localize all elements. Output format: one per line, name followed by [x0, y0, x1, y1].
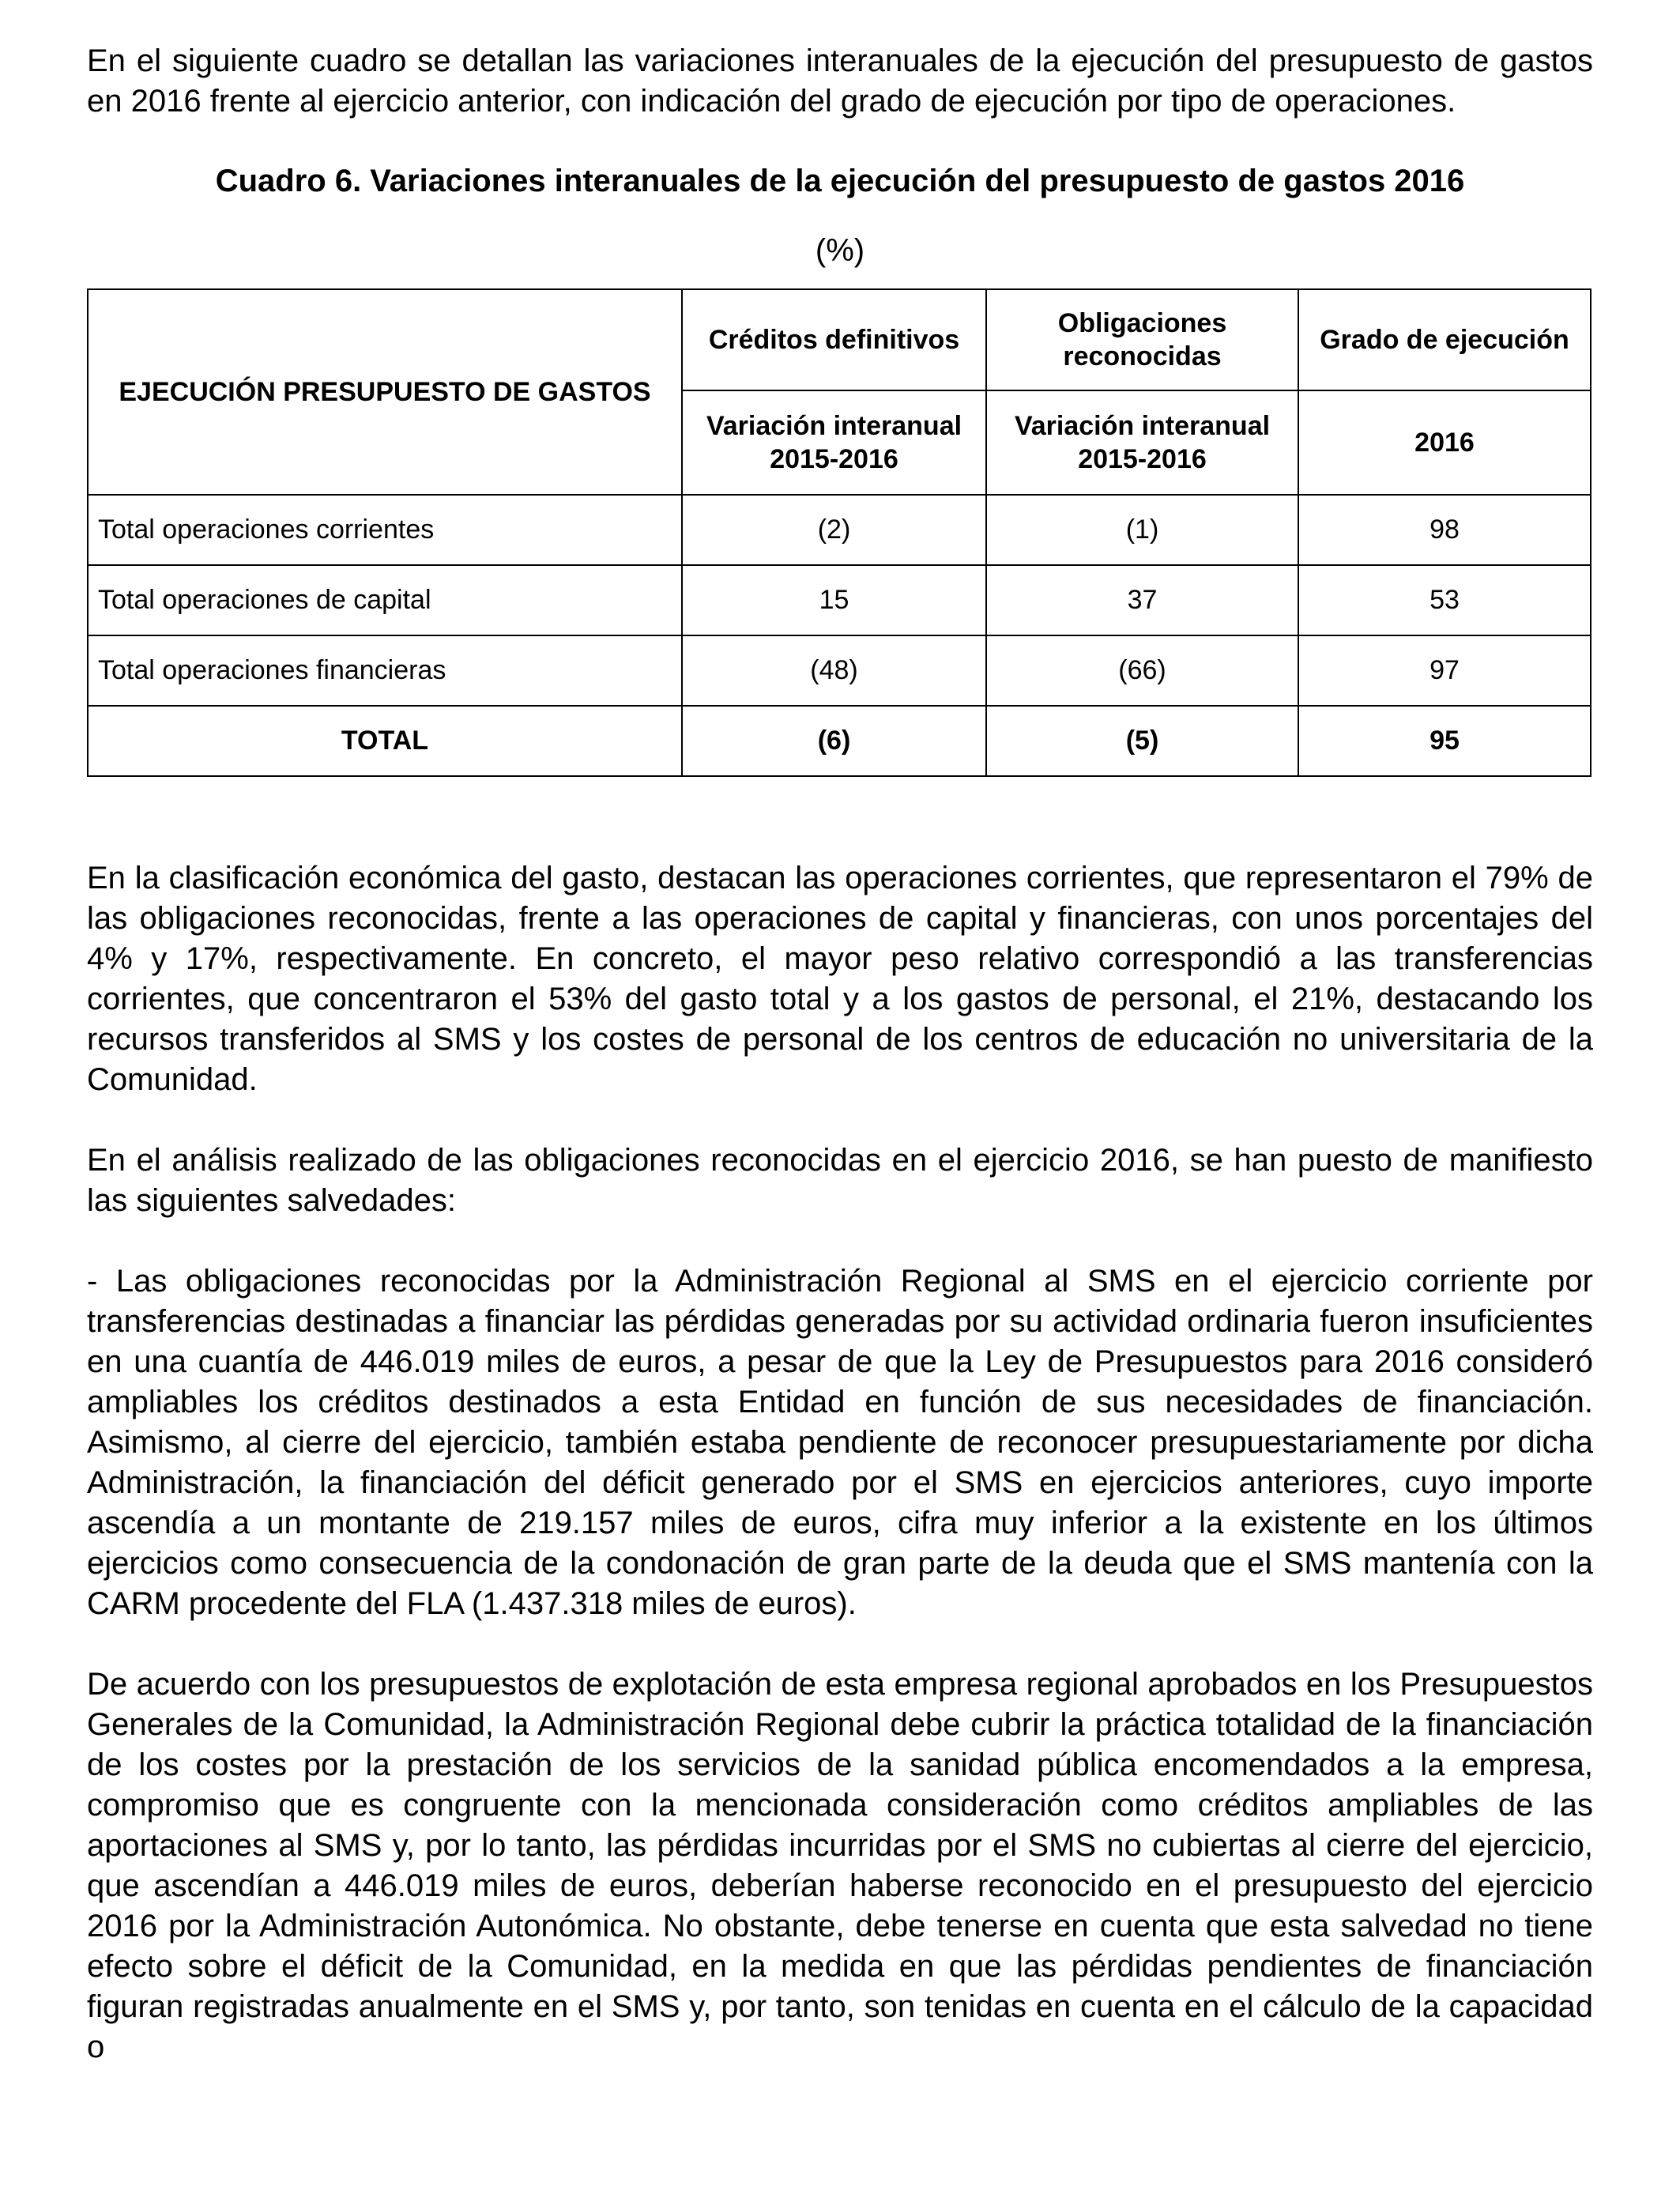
cell-obligaciones: (1)	[986, 495, 1298, 565]
cell-creditos: (48)	[682, 635, 986, 706]
acuerdo-paragraph: De acuerdo con los presupuestos de explotación de esta empresa regional aprobados en los Presupuestos Generales de la Comunidad, la Administración Regional debe cubrir la práctica totalidad de la financiación de los costes por la prestación de los servicios de la sanidad pública encomendados a la empresa, compromiso que es congruente con la mencionada consideración como créditos ampliables de las aportaciones al SMS y, por lo tanto, las pérdidas incurridas por el SMS no cubiertas al cierre del ejercicio, que ascendían a 446.019 miles de euros, deberían haberse reconocido en el presupuesto del ejercicio 2016 por la Administración Autonómica. No obstante, debe tenerse en cuenta que esta salvedad no tiene efecto sobre el déficit de la Comunidad, en la medida en que las pérdidas pendientes de financiación figuran registradas anualmente en el SMS y, por tanto, son tenidas en cuenta en el cálculo de la capacidad o	[87, 1667, 1593, 2064]
total-grado: 95	[1298, 706, 1591, 776]
row-label: Total operaciones financieras	[88, 635, 682, 706]
cell-grado: 97	[1298, 635, 1591, 706]
cell-obligaciones: (66)	[986, 635, 1298, 706]
row-header-cell: EJECUCIÓN PRESUPUESTO DE GASTOS	[88, 289, 682, 495]
total-obligaciones: (5)	[986, 706, 1298, 776]
table-row	[88, 565, 1591, 635]
economic-classification-paragraph: En la clasificación económica del gasto, destacan las operaciones corrientes, que representaron el 79% de las obligaciones reconocidas, frente a las operaciones de capital y financieras, con unos porcentajes del 4% y 17%, respectivamente. En concreto, el mayor peso relativo correspondió a las transferencias corrientes, que concentraron el 53% del gasto total y a los gastos de personal, el 21%, destacando los recursos transferidos al SMS y los costes de personal de los centros de educación no universitaria de la Comunidad.	[87, 861, 1593, 1097]
cell-grado: 98	[1298, 495, 1591, 565]
table-header-row	[88, 289, 1591, 390]
col-header-obligaciones: Obligaciones reconocidas	[986, 289, 1298, 390]
cell-grado: 53	[1298, 565, 1591, 635]
table-unit: (%)	[815, 233, 865, 268]
subheader-grado: 2016	[1298, 390, 1591, 495]
col-header-grado: Grado de ejecución	[1298, 289, 1591, 390]
analysis-paragraph: En el análisis realizado de las obligaciones reconocidas en el ejercicio 2016, se han puesto de manifiesto las siguientes salvedades:	[87, 1143, 1593, 1218]
cell-creditos: 15	[682, 565, 986, 635]
table-row	[88, 495, 1591, 565]
cell-obligaciones: 37	[986, 565, 1298, 635]
salvedad-paragraph: - Las obligaciones reconocidas por la Administración Regional al SMS en el ejercicio corriente por transferencias destinadas a financiar las pérdidas generadas por su actividad ordinaria fueron insuficientes en una cuantía de 446.019 miles de euros, a pesar de que la Ley de Presupuestos para 2016 consideró ampliables los créditos destinados a esta Entidad en función de sus necesidades de financiación. Asimismo, al cierre del ejercicio, también estaba pendiente de reconocer presupuestariamente por dicha Administración, la financiación del déficit generado por el SMS en ejercicios anteriores, cuyo importe ascendía a un montante de 219.157 miles de euros, cifra muy inferior a la existente en los últimos ejercicios como consecuencia de la condonación de gran parte de la deuda que el SMS mantenía con la CARM procedente del FLA (1.437.318 miles de euros).	[87, 1264, 1593, 1621]
table-total-row	[88, 706, 1591, 776]
subheader-creditos: Variación interanual 2015-2016	[682, 390, 986, 495]
table-title: Cuadro 6. Variaciones interanuales de la ejecución del presupuesto de gastos 2016	[215, 164, 1465, 198]
total-label: TOTAL	[88, 706, 682, 776]
document-page	[87, 41, 1593, 2068]
subheader-obligaciones: Variación interanual 2015-2016	[986, 390, 1298, 495]
table-row	[88, 635, 1591, 706]
cell-creditos: (2)	[682, 495, 986, 565]
row-label: Total operaciones de capital	[88, 565, 682, 635]
total-creditos: (6)	[682, 706, 986, 776]
budget-variation-table	[87, 288, 1591, 777]
col-header-creditos: Créditos definitivos	[682, 289, 986, 390]
row-label: Total operaciones corrientes	[88, 495, 682, 565]
intro-paragraph: En el siguiente cuadro se detallan las variaciones interanuales de la ejecución del presupuesto de gastos en 2016 frente al ejercicio anterior, con indicación del grado de ejecución por tipo de operaciones.	[87, 43, 1593, 119]
